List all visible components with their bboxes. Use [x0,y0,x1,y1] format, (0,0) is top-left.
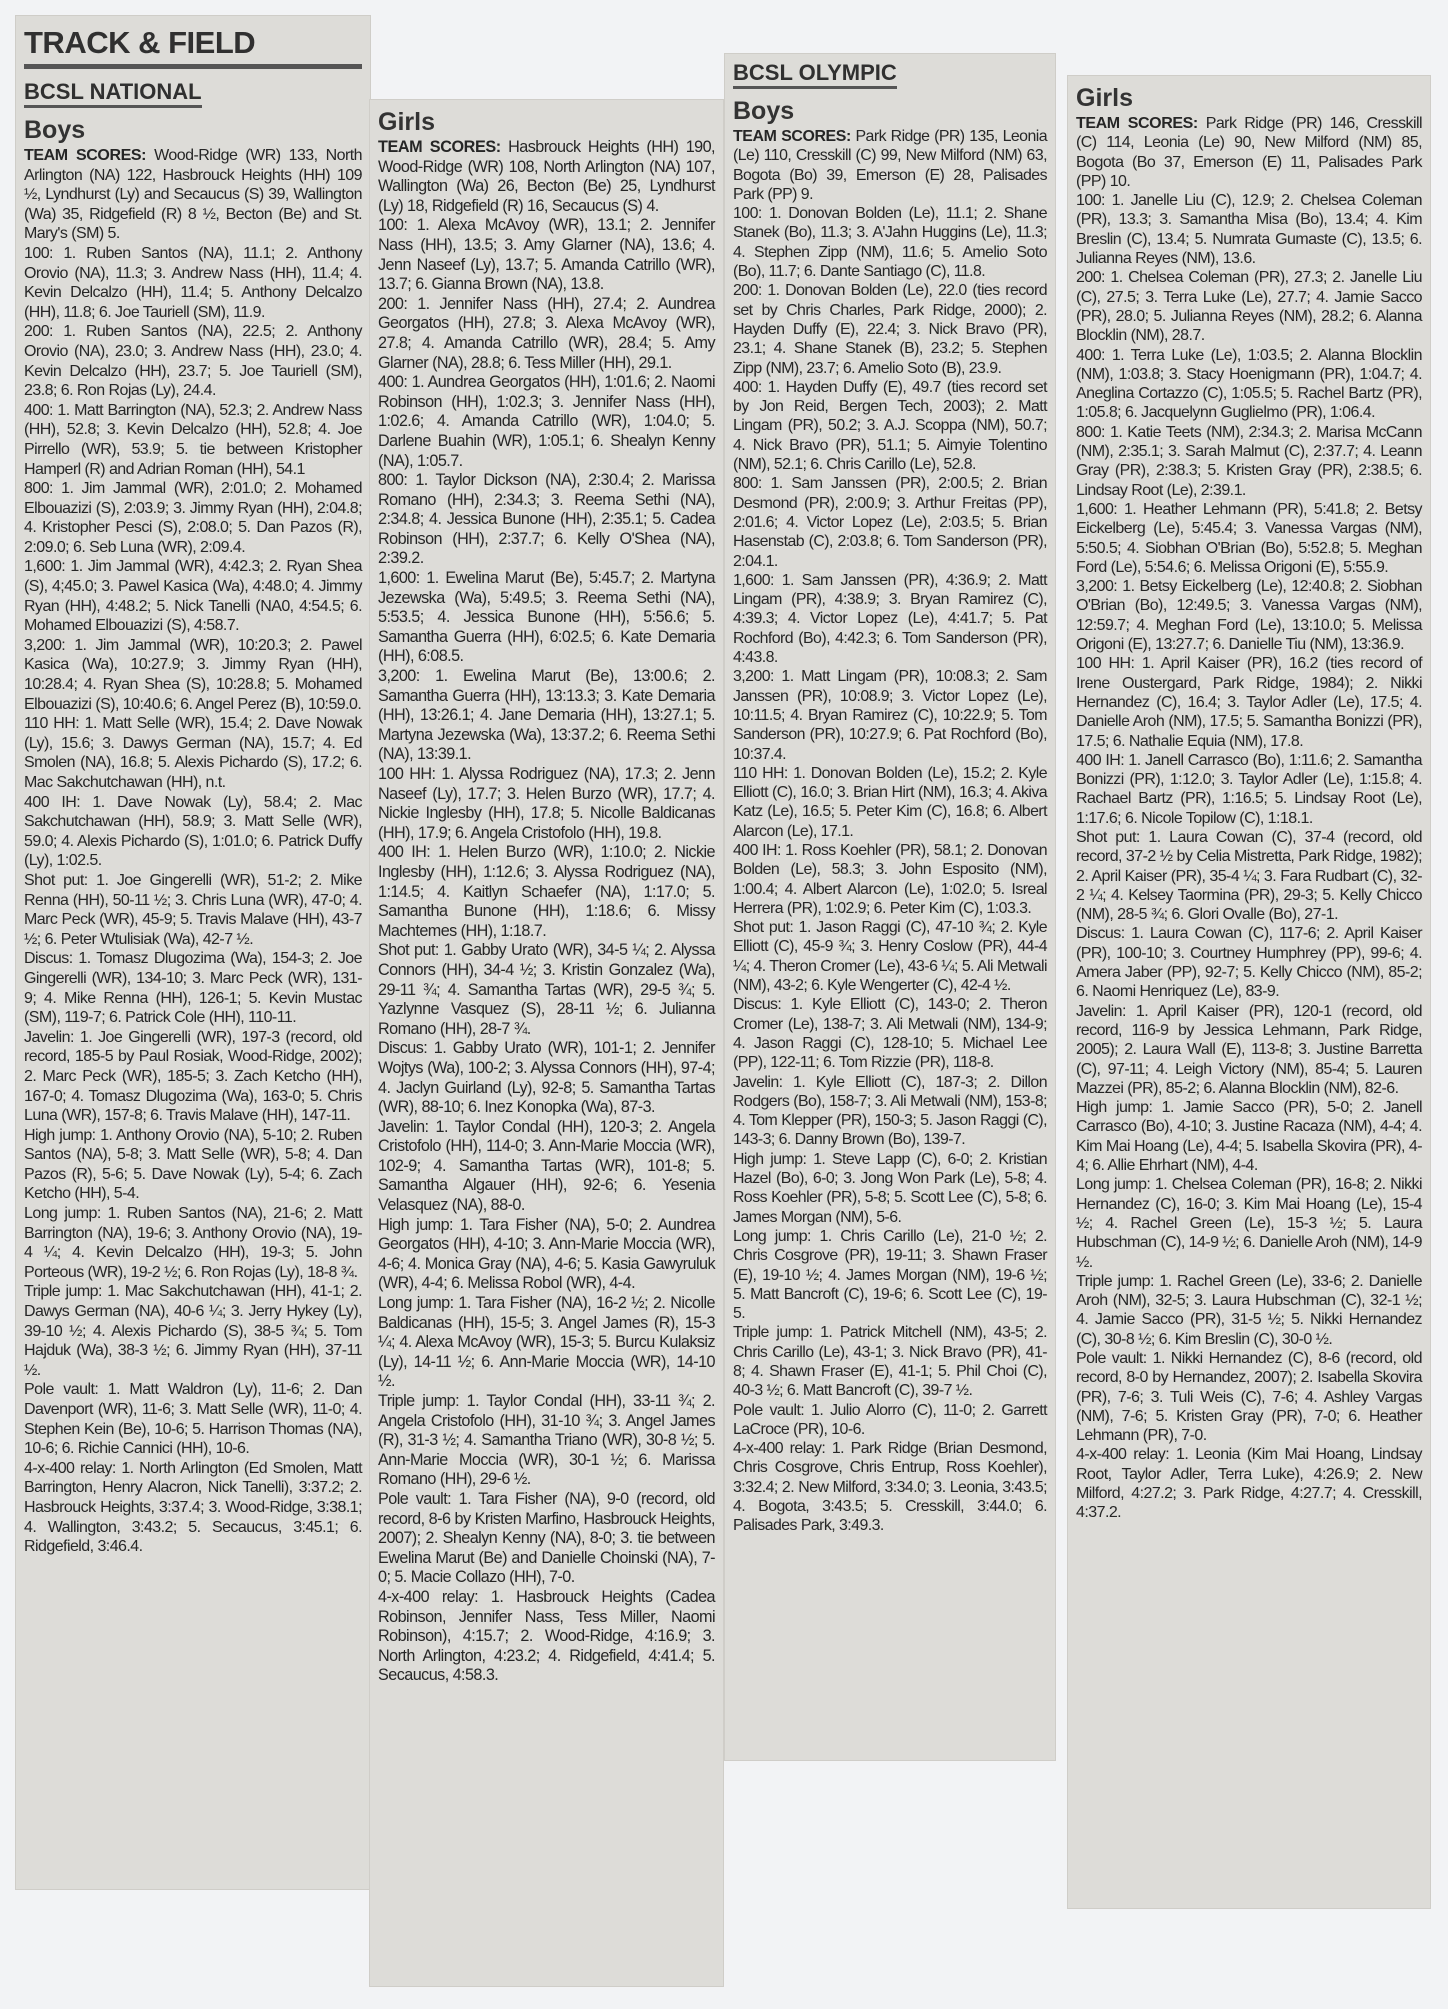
event-result: 3,200: 1. Jim Jammal (WR), 10:20.3; 2. Pawel Kasica (Wa), 10:27.9; 3. Jimmy Ryan (HH), 10:28.4; 4. Ryan Shea (S), 10:28.8; 5. Mohamed Elbouazizi (S), 10:40.6; 6. Angel Perez (B), 10:59.0. [24,636,362,713]
team-scores-text: Wood-Ridge (WR) 133, North Arlington (NA) 122, Hasbrouck Heights (HH) 109 ½, Lyndhurst (Ly) and Secaucus (S) 39, Wallington (Wa) 35, Ridgefield (R) 8 ½, Becton (Be) and St. Mary's (SM) 5. [24,147,363,243]
event-result: Triple jump: 1. Patrick Mitchell (NM), 43-5; 2. Chris Carillo (Le), 43-1; 3. Nick Bravo (PR), 41-8; 4. Shawn Fraser (E), 41-1; 5. Phil Choi (C), 40-3 ½; 6. Matt Bancroft (C), 39-7 ½. [733,1324,1047,1400]
event-result: Triple jump: 1. Mac Sakchutchawan (HH), 41-1; 2. Dawys German (NA), 40-6 ¼; 3. Jerry Hykey (Ly), 39-10 ½; 4. Alexis Pichardo (S), 38-5 ¾; 5. Tom Hajduk (Wa), 38-3 ½; 6. Jimmy Ryan (HH), 37-11 ½. [24,1283,362,1379]
results-text-girls-national [378,138,715,1686]
event-result: Pole vault: 1. Nikki Hernandez (C), 8-6 (record, old record, 8-0 by Hernandez, 2007); 2. Isabella Skovira (PR), 7-6; 3. Tuli Weis (C), 7-6; 4. Ashley Vargas (NM), 7-6; 5. Kristen Gray (PR), 7-0; 6. Heather Lehmann (PR), 7-0. [1076,1350,1422,1445]
team-scores-text: Park Ridge (PR) 135, Leonia (Le) 110, Cresskill (C) 99, New Milford (NM) 63, Bogota (Bo) 39, Emerson (E) 28, Palisades Park (PP) 9. [733,128,1047,203]
event-result: 200: 1. Ruben Santos (NA), 22.5; 2. Anthony Orovio (NA), 23.0; 3. Andrew Nass (HH), 23.0; 4. Kevin Delcalzo (HH), 23.7; 5. Joe Tauriell (SM), 23.8; 6. Ron Rojas (Ly), 24.4. [24,323,362,400]
event-result: 100 HH: 1. Alyssa Rodriguez (NA), 17.3; 2. Jenn Naseef (Ly), 17.7; 3. Helen Burzo (WR), 17.7; 4. Nickie Inglesby (HH), 17.8; 5. Nicolle Baldicanas (HH), 17.9; 6. Angela Cristofolo (HH), 19.8. [378,765,715,842]
event-result: 200: 1. Donovan Bolden (Le), 22.0 (ties record set by Chris Charles, Park Ridge, 2000); 2. Hayden Duffy (E), 22.4; 3. Nick Bravo (PR), 23.1; 4. Shane Stanek (B), 23.2; 5. Stephen Zipp (NM), 23.7; 6. Amelio Soto (B), 23.9. [733,282,1047,377]
results-text-boys-national [24,146,362,1557]
event-result: Discus: 1. Kyle Elliott (C), 143-0; 2. Theron Cromer (Le), 138-7; 3. Ali Metwali (NM), 134-9; 4. Jason Raggi (C), 128-10; 5. Michael Lee (PP), 122-11; 6. Tom Rizzie (PR), 118-8. [733,996,1047,1072]
event-result: Discus: 1. Laura Cowan (C), 117-6; 2. April Kaiser (PR), 100-10; 3. Courtney Humphrey (PP), 99-6; 4. Amera Jaber (PP), 92-7; 5. Kelly Chicco (NM), 85-2; 6. Naomi Henriquez (Le), 83-9. [1076,925,1422,1001]
event-result: 400 IH: 1. Ross Koehler (PR), 58.1; 2. Donovan Bolden (Le), 58.3; 3. John Esposito (NM), 1:00.4; 4. Albert Alarcon (Le), 1:02.0; 5. Isreal Herrera (PR), 1:02.9; 6. Peter Kim (C), 1:03.3. [733,841,1047,917]
team-scores-label: TEAM SCORES: [1076,115,1198,132]
event-result: High jump: 1. Jamie Sacco (PR), 5-0; 2. Janell Carrasco (Bo), 4-10; 3. Justine Racaza (NM), 4-4; 4. Kim Mai Hoang (Le), 4-4; 5. Isabella Skovira (PR), 4-4; 6. Allie Ehrhart (NM), 4-4. [1076,1099,1422,1175]
event-result: Pole vault: 1. Julio Alorro (C), 11-0; 2. Garrett LaCroce (PR), 10-6. [733,1401,1047,1438]
event-result: Discus: 1. Gabby Urato (WR), 101-1; 2. Jennifer Wojtys (Wa), 100-2; 3. Alyssa Connors (HH), 97-4; 4. Jaclyn Guirland (Ly), 92-8; 5. Samantha Tartas (WR), 88-10; 6. Inez Konopka (Wa), 87-3. [378,1039,715,1117]
event-result: Shot put: 1. Joe Gingerelli (WR), 51-2; 2. Mike Renna (HH), 50-11 ½; 3. Chris Luna (WR), 47-0; 4. Marc Peck (WR), 45-9; 5. Travis Malave (HH), 43-7 ½; 6. Peter Wtulisiak (Wa), 42-7 ½. [24,871,362,948]
event-result: Discus: 1. Tomasz Dlugozima (Wa), 154-3; 2. Joe Gingerelli (WR), 134-10; 3. Marc Peck (WR), 131-9; 4. Mike Renna (HH), 126-1; 5. Kevin Mustac (SM), 119-7; 6. Patrick Cole (HH), 110-11. [24,950,362,1027]
event-result: Pole vault: 1. Tara Fisher (NA), 9-0 (record, old record, 8-6 by Kristen Marfino, Hasbrouck Heights, 2007); 2. Shealyn Kenny (NA), 8-0; 3. tie between Ewelina Marut (Be) and Danielle Choinski (NA), 7-0; 5. Macie Collazo (HH), 7-0. [378,1489,715,1587]
event-result: 200: 1. Jennifer Nass (HH), 27.4; 2. Aundrea Georgatos (HH), 27.8; 3. Alexa McAvoy (WR), 27.8; 4. Amanda Catrillo (WR), 28.4; 5. Amy Glarner (NA), 28.8; 6. Tess Miller (HH), 29.1. [378,294,715,372]
event-result: Long jump: 1. Chris Carillo (Le), 21-0 ½; 2. Chris Cosgrove (PR), 19-11; 3. Shawn Fraser (E), 19-10 ½; 4. James Morgan (NM), 19-6 ½; 5. Matt Bancroft (C), 19-6; 6. Scott Lee (C), 19-5. [733,1227,1047,1323]
team-scores-label: TEAM SCORES: [378,138,501,156]
event-result: High jump: 1. Anthony Orovio (NA), 5-10; 2. Ruben Santos (NA), 5-8; 3. Matt Selle (WR), 5-8; 4. Dan Pazos (R), 5-6; 5. Dave Nowak (Ly), 5-4; 6. Zach Ketcho (HH), 5-4. [24,1126,362,1203]
team-scores-text: Park Ridge (PR) 146, Cresskill (C) 114, Leonia (Le) 90, New Milford (NM) 85, Bogota (Bo 37, Emerson (E) 11, Palisades Park (PP) 10. [1076,115,1422,190]
event-result: 400: 1. Hayden Duffy (E), 49.7 (ties record set by Jon Reid, Bergen Tech, 2003); 2. Matt Lingam (PR), 50.2; 3. A.J. Scoppa (NM), 50.7; 4. Nick Bravo (PR), 51.1; 5. Aimyie Tolentino (NM), 52.1; 6. Chris Carillo (Le), 52.8. [733,378,1047,474]
team-scores-label: TEAM SCORES: [733,128,851,145]
event-result: Javelin: 1. Joe Gingerelli (WR), 197-3 (record, old record, 185-5 by Paul Rosiak, Wood-Ridge, 2002); 2. Marc Peck (WR), 185-5; 3. Zach Ketcho (HH), 167-0; 4. Tomasz Dlugozima (Wa), 163-0; 5. Chris Luna (WR), 157-8; 6. Travis Malave (HH), 147-11. [24,1028,362,1125]
section-title-olympic: BCSL OLYMPIC [733,60,897,89]
title-rule [24,64,362,69]
event-result: 100: 1. Ruben Santos (NA), 11.1; 2. Anthony Orovio (NA), 11.3; 3. Andrew Nass (HH), 11.4; 4. Kevin Delcalzo (HH), 11.4; 5. Anthony Delcalzo (HH), 11.8; 6. Joe Tauriell (SM), 11.9. [24,244,362,321]
clipping-column-3 [725,54,1055,1760]
event-result: Pole vault: 1. Matt Waldron (Ly), 11-6; 2. Dan Davenport (WR), 11-6; 3. Matt Selle (WR), 11-0; 4. Stephen Kein (Be), 10-6; 5. Harrison Thomas (NA), 10-6; 6. Richie Cannici (HH), 10-6. [24,1381,362,1458]
event-result: Javelin: 1. Taylor Condal (HH), 120-3; 2. Angela Cristofolo (HH), 114-0; 3. Ann-Marie Moccia (WR), 102-9; 4. Samantha Tartas (WR), 101-8; 5. Samantha Algauer (HH), 92-6; 6. Yesenia Velasquez (NA), 88-0. [378,1117,715,1215]
event-result: High jump: 1. Steve Lapp (C), 6-0; 2. Kristian Hazel (Bo), 6-0; 3. Jong Won Park (Le), 5-8; 4. Ross Koehler (PR), 5-8; 5. Scott Lee (C), 5-8; 6. James Morgan (NM), 5-6. [733,1150,1047,1226]
event-result: Long jump: 1. Chelsea Coleman (PR), 16-8; 2. Nikki Hernandez (C), 16-0; 3. Kim Mai Hoang (Le), 15-4 ½; 4. Rachel Green (Le), 15-3 ½; 5. Laura Hubschman (C), 14-9 ½; 6. Danielle Aroh (NM), 14-9 ½. [1076,1176,1422,1271]
event-result: 1,600: 1. Jim Jammal (WR), 4:42.3; 2. Ryan Shea (S), 4;45.0; 3. Pawel Kasica (Wa), 4:48.0; 4. Jimmy Ryan (HH), 4:48.2; 5. Nick Tanelli (NA0, 4:54.5; 6. Mohamed Elbouazizi (S), 4:58.7. [24,558,362,635]
event-result: 1,600: 1. Heather Lehmann (PR), 5:41.8; 2. Betsy Eickelberg (Le), 5:45.4; 3. Vanessa Vargas (NM), 5:50.5; 4. Siobhan O'Brian (Bo), 5:52.8; 5. Meghan Ford (Le), 5:54.6; 6. Melissa Origoni (E), 5:55.9. [1076,500,1422,576]
team-scores-paragraph [1076,114,1422,191]
event-result: 110 HH: 1. Matt Selle (WR), 15.4; 2. Dave Nowak (Ly), 15.6; 3. Dawys German (NA), 15.7; 4. Ed Smolen (NA), 16.8; 5. Alexis Pichardo (S), 17.2; 6. Mac Sakchutchawan (HH), n.t. [24,715,362,791]
team-scores-text: Hasbrouck Heights (HH) 190, Wood-Ridge (WR) 108, North Arlington (NA) 107, Wallington (Wa) 26, Becton (Be) 25, Lyndhurst (Ly) 18, Ridgefield (R) 16, Secaucus (S) 4. [378,138,716,215]
section-title-national: BCSL NATIONAL [24,79,202,108]
event-result: 1,600: 1. Ewelina Marut (Be), 5:45.7; 2. Martyna Jezewska (Wa), 5:49.5; 3. Reema Sethi (NA), 5:53.5; 4. Jessica Bunone (HH), 5:56.6; 5. Samantha Guerra (HH), 6:02.5; 6. Kate Demaria (HH), 6:08.5. [378,569,715,666]
group-title-boys-national: Boys [24,116,86,144]
event-result: 400: 1. Matt Barrington (NA), 52.3; 2. Andrew Nass (HH), 52.8; 3. Kevin Delcalzo (HH), 52.8; 4. Joe Pirrello (WR), 53.9; 5. tie between Kristopher Hamperl (R) and Adrian Roman (HH), 54.1 [24,401,362,478]
event-result: High jump: 1. Tara Fisher (NA), 5-0; 2. Aundrea Georgatos (HH), 4-10; 3. Ann-Marie Moccia (WR), 4-6; 4. Monica Gray (NA), 4-6; 5. Kasia Gawyruluk (WR), 4-4; 6. Melissa Robol (WR), 4-4. [378,1215,715,1293]
team-scores-paragraph [24,146,362,244]
event-result: Triple jump: 1. Rachel Green (Le), 33-6; 2. Danielle Aroh (NM), 32-5; 3. Laura Hubschman (C), 32-1 ½; 4. Jamie Sacco (PR), 31-5 ½; 5. Nikki Hernandez (C), 30-8 ½; 6. Kim Breslin (C), 30-0 ½. [1076,1272,1422,1348]
event-result: 110 HH: 1. Donovan Bolden (Le), 15.2; 2. Kyle Elliott (C), 16.0; 3. Brian Hirt (NM), 16.3; 4. Akiva Katz (Le), 16.5; 5. Peter Kim (C), 16.8; 6. Albert Alarcon (Le), 17.1. [733,764,1047,840]
event-result: 400 IH: 1. Janell Carrasco (Bo), 1:11.6; 2. Samantha Bonizzi (PR), 1:12.0; 3. Taylor Adler (Le), 1:15.8; 4. Rachael Bartz (PR), 1:16.5; 5. Lindsay Root (Le), 1:17.6; 6. Nicole Topilow (C), 1:18.1. [1076,751,1422,827]
team-scores-paragraph [733,127,1047,204]
event-result: 100 HH: 1. April Kaiser (PR), 16.2 (ties record of Irene Oustergard, Park Ridge, 1984); 2. Nikki Hernandez (C), 16.4; 3. Taylor Adler (Le), 17.5; 4. Danielle Aroh (NM), 17.5; 5. Samantha Bonizzi (PR), 17.5; 6. Nathalie Equia (NM), 17.8. [1076,655,1422,750]
event-result: 3,200: 1. Matt Lingam (PR), 10:08.3; 2. Sam Janssen (PR), 10:08.9; 3. Victor Lopez (Le), 10:11.5; 4. Bryan Ramirez (C), 10:22.9; 5. Tom Sanderson (PR), 10:27.9; 6. Pat Rochford (Bo), 10:37.4. [733,668,1047,763]
event-result: Shot put: 1. Laura Cowan (C), 37-4 (record, old record, 37-2 ½ by Celia Mistretta, Park Ridge, 1982); 2. April Kaiser (PR), 35-4 ¼; 3. Fara Rudbart (C), 32-2 ¼; 4. Kelsey Taormina (PR), 29-3; 5. Kelly Chicco (NM), 28-5 ¾; 6. Glori Ovalle (Bo), 27-1. [1076,828,1422,924]
event-result: 3,200: 1. Betsy Eickelberg (Le), 12:40.8; 2. Siobhan O'Brian (Bo), 12:49.5; 3. Vanessa Vargas (NM), 12:59.7; 4. Meghan Ford (Le), 13:10.0; 5. Melissa Origoni (E), 13:27.7; 6. Danielle Tiu (NM), 13:36.9. [1076,578,1422,654]
event-result: 4-x-400 relay: 1. Leonia (Kim Mai Hoang, Lindsay Root, Taylor Adler, Terra Luke), 4:26.9; 2. New Milford, 4:27.2; 3. Park Ridge, 4:27.7; 4. Cresskill, 4:37.2. [1076,1446,1422,1522]
event-result: 100: 1. Alexa McAvoy (WR), 13.1; 2. Jennifer Nass (HH), 13.5; 3. Amy Glarner (NA), 13.6; 4. Jenn Naseef (Ly), 13.7; 5. Amanda Catrillo (WR), 13.7; 6. Gianna Brown (NA), 13.8. [378,216,715,294]
team-scores-label: TEAM SCORES: [24,147,147,164]
clipping-column-4 [1068,76,1430,1908]
team-scores-paragraph [378,138,715,216]
event-result: 200: 1. Chelsea Coleman (PR), 27.3; 2. Janelle Liu (C), 27.5; 3. Terra Luke (Le), 27.7; 4. Jamie Sacco (PR), 28.0; 5. Julianna Reyes (NM), 28.2; 6. Alanna Blocklin (NM), 28.7. [1076,269,1422,345]
event-result: 3,200: 1. Ewelina Marut (Be), 13:00.6; 2. Samantha Guerra (HH), 13:13.3; 3. Kate Demaria (HH), 13:26.1; 4. Jane Demaria (HH), 13:27.1; 5. Martyna Jezewska (Wa), 13:37.2; 6. Reema Sethi (NA), 13:39.1. [378,667,715,764]
group-title-girls-olympic: Girls [1076,84,1133,112]
clipping-column-1 [16,16,370,1889]
results-text-girls-olympic [1076,114,1422,1523]
event-result: 4-x-400 relay: 1. Park Ridge (Brian Desmond, Chris Cosgrove, Chris Entrup, Ross Koehler), 3:32.4; 2. New Milford, 3:34.0; 3. Leonia, 3:43.5; 4. Bogota, 3:43.5; 5. Cresskill, 3:44.0; 6. Palisades Park, 3:49.3. [733,1440,1047,1535]
results-text-boys-olympic [733,127,1047,1536]
page-title: TRACK & FIELD [24,25,256,60]
event-result: 1,600: 1. Sam Janssen (PR), 4:36.9; 2. Matt Lingam (PR), 4:38.9; 3. Bryan Ramirez (C), 4:39.3; 4. Victor Lopez (Le), 4:41.7; 5. Pat Rochford (Bo), 4:42.3; 6. Tom Sanderson (PR), 4:43.8. [733,571,1047,667]
event-result: Javelin: 1. April Kaiser (PR), 120-1 (record, old record, 116-9 by Jessica Lehmann, Park Ridge, 2005); 2. Laura Wall (E), 113-8; 3. Justine Barretta (C), 97-11; 4. Leigh Victory (NM), 85-4; 5. Lauren Mazzei (PR), 85-2; 6. Alanna Blocklin (NM), 82-6. [1076,1002,1422,1097]
event-result: Shot put: 1. Gabby Urato (WR), 34-5 ¼; 2. Alyssa Connors (HH), 34-4 ½; 3. Kristin Gonzalez (Wa), 29-11 ¾; 4. Samantha Tartas (WR), 29-5 ¾; 5. Yazlynne Vasquez (S), 28-11 ½; 6. Julianna Romano (HH), 28-7 ¾. [378,941,715,1038]
event-result: 800: 1. Jim Jammal (WR), 2:01.0; 2. Mohamed Elbouazizi (S), 2:03.9; 3. Jimmy Ryan (HH), 2:04.8; 4. Kristopher Pesci (S), 2:08.0; 5. Dan Pazos (R), 2:09.0; 6. Seb Luna (WR), 2:09.4. [24,480,362,556]
event-result: 800: 1. Sam Janssen (PR), 2:00.5; 2. Brian Desmond (PR), 2:00.9; 3. Arthur Freitas (PP), 2:01.6; 4. Victor Lopez (Le), 2:03.5; 5. Brian Hasenstab (C), 2:03.8; 6. Tom Sanderson (PR), 2:04.1. [733,475,1047,570]
event-result: Javelin: 1. Kyle Elliott (C), 187-3; 2. Dillon Rodgers (Bo), 158-7; 3. Ali Metwali (NM), 153-8; 4. Tom Klepper (PR), 150-3; 5. Jason Raggi (C), 143-3; 6. Danny Brown (Bo), 139-7. [733,1073,1047,1149]
event-result: 4-x-400 relay: 1. North Arlington (Ed Smolen, Matt Barrington, Henry Alacron, Nick Tanelli), 3:37.2; 2. Hasbrouck Heights, 3:37.4; 3. Wood-Ridge, 3:38.1; 4. Wallington, 3:43.2; 5. Secaucus, 3:45.1; 6. Ridgefield, 3:46.4. [24,1459,362,1556]
event-result: Triple jump: 1. Taylor Condal (HH), 33-11 ¾; 2. Angela Cristofolo (HH), 31-10 ¾; 3. Angel James (R), 31-3 ½; 4. Samantha Triano (WR), 30-8 ½; 5. Ann-Marie Moccia (WR), 30-1 ½; 6. Marissa Romano (HH), 29-6 ½. [378,1392,715,1489]
event-result: 400 IH: 1. Dave Nowak (Ly), 58.4; 2. Mac Sakchutchawan (HH), 58.9; 3. Matt Selle (WR), 59.0; 4. Alexis Pichardo (S), 1:01.0; 6. Patrick Duffy (Ly), 1:02.5. [24,793,362,870]
event-result: 4-x-400 relay: 1. Hasbrouck Heights (Cadea Robinson, Jennifer Nass, Tess Miller, Naomi Robinson), 4:15.7; 2. Wood-Ridge, 4:16.9; 3. North Arlington, 4:23.2; 4. Ridgefield, 4:41.4; 5. Secaucus, 4:58.3. [378,1587,715,1685]
event-result: 400: 1. Terra Luke (Le), 1:03.5; 2. Alanna Blocklin (NM), 1:03.8; 3. Stacy Hoenigmann (PR), 1:04.7; 4. Aneglina Cortazzo (C), 1:05.5; 5. Rachel Bartz (PR), 1:05.8; 6. Jacquelynn Guglielmo (PR), 1:06.4. [1076,346,1422,422]
group-title-boys-olympic: Boys [733,97,795,125]
event-result: Long jump: 1. Tara Fisher (NA), 16-2 ½; 2. Nicolle Baldicanas (HH), 15-5; 3. Angel James (R), 15-3 ¼; 4. Alexa McAvoy (WR), 15-3; 5. Burcu Kulaksiz (Ly), 14-11 ½; 6. Ann-Marie Moccia (WR), 14-10 ½. [378,1294,715,1391]
event-result: 400 IH: 1. Helen Burzo (WR), 1:10.0; 2. Nickie Inglesby (HH), 1:12.6; 3. Alyssa Rodriguez (NA), 1:14.5; 4. Kaitlyn Schaefer (NA), 1:17.0; 5. Samantha Bunone (HH), 1:18.6; 6. Missy Machtemes (HH), 1:18.7. [378,843,715,940]
event-result: 100: 1. Janelle Liu (C), 12.9; 2. Chelsea Coleman (PR), 13.3; 3. Samantha Misa (Bo), 13.4; 4. Kim Breslin (C), 13.4; 5. Numrata Gumaste (C), 13.5; 6. Julianna Reyes (NM), 13.6. [1076,192,1422,268]
group-title-girls-national: Girls [378,108,435,136]
event-result: 400: 1. Aundrea Georgatos (HH), 1:01.6; 2. Naomi Robinson (HH), 1:02.3; 3. Jennifer Nass (HH), 1:02.6; 4. Amanda Catrillo (WR), 1:04.0; 5. Darlene Buahin (WR), 1:05.1; 6. Shealyn Kenny (NA), 1:05.7. [378,373,715,470]
event-result: 800: 1. Katie Teets (NM), 2:34.3; 2. Marisa McCann (NM), 2:35.1; 3. Sarah Malmut (C), 2:37.7; 4. Leann Gray (PR), 2:38.3; 5. Kristen Gray (PR), 2:38.5; 6. Lindsay Root (Le), 2:39.1. [1076,423,1422,499]
event-result: Shot put: 1. Jason Raggi (C), 47-10 ¾; 2. Kyle Elliott (C), 45-9 ¾; 3. Henry Coslow (PR), 44-4 ¼; 4. Theron Cromer (Le), 43-6 ¼; 5. Ali Metwali (NM), 43-2; 6. Kyle Wengerter (C), 42-4 ½. [733,919,1047,995]
event-result: Long jump: 1. Ruben Santos (NA), 21-6; 2. Matt Barrington (NA), 19-6; 3. Anthony Orovio (NA), 19-4 ¼; 4. Kevin Delcalzo (HH), 19-3; 5. John Porteous (WR), 19-2 ½; 6. Ron Rojas (Ly), 18-8 ¾. [24,1205,362,1281]
event-result: 100: 1. Donovan Bolden (Le), 11.1; 2. Shane Stanek (Bo), 11.3; 3. A'Jahn Huggins (Le), 11.3; 4. Stephen Zipp (NM), 11.6; 5. Amelio Soto (Bo), 11.7; 6. Dante Santiago (C), 11.8. [733,205,1047,281]
clipping-column-2 [370,100,723,1986]
event-result: 800: 1. Taylor Dickson (NA), 2:30.4; 2. Marissa Romano (HH), 2:34.3; 3. Reema Sethi (NA), 2:34.8; 4. Jessica Bunone (HH), 2:35.1; 5. Cadea Robinson (HH), 2:37.7; 6. Kelly O'Shea (NA), 2:39.2. [378,471,715,568]
